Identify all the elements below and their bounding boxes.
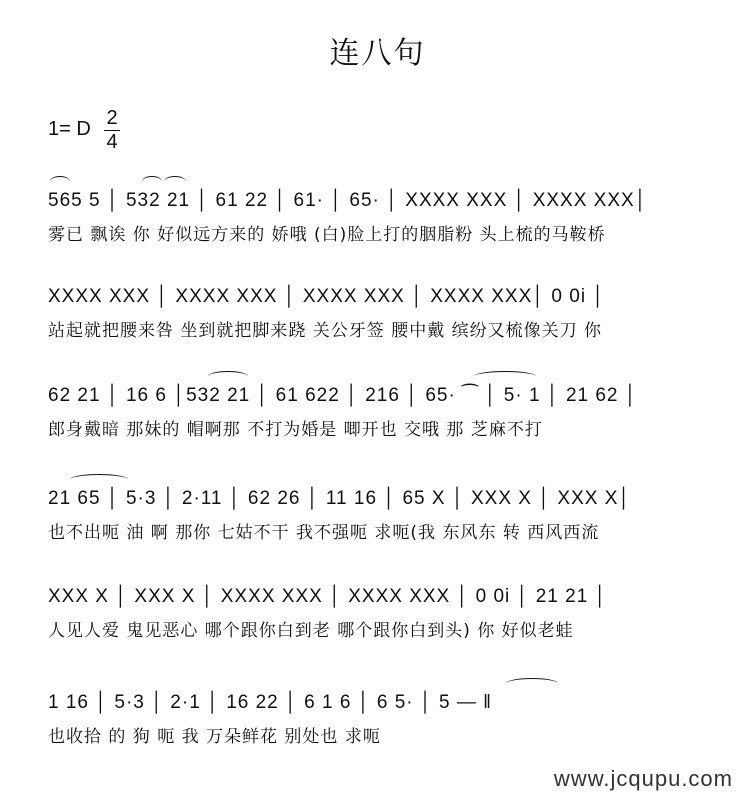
lyrics-line-1: 雾已 飘诶 你 好似远方来的 娇哦 (白)脸上打的胭脂粉 头上梳的马鞍桥: [48, 225, 606, 245]
lyrics-line-4: 也不出呃 油 啊 那你 七姑不干 我不强呃 求呃(我 东风东 转 西风西流: [48, 523, 600, 543]
notes-line-3: 62 21 │ 16 6 │532 21 │ 61 622 │ 216 │ 65· ⁀ │ 5· 1 │ 21 62 │: [48, 385, 638, 406]
time-signature-top: 2: [106, 107, 118, 129]
page-title: 连八句: [329, 36, 426, 71]
lyrics-line-5: 人见人爱 鬼见恶心 哪个跟你白到老 哪个跟你白到头) 你 好似老蛙: [48, 621, 574, 641]
time-signature-bottom: 4: [106, 131, 118, 153]
key-signature: 1= D: [48, 118, 91, 140]
notes-line-1: 565 5 │ 532 21 │ 61 22 │ 61· │ 65· │ XXXX XXX │ XXXX XXX│: [48, 190, 648, 211]
notes-line-6: 1 16 │ 5·3 │ 2·1 │ 16 22 │ 6 1 6 │ 6 5· │ 5 — ‖: [48, 692, 493, 713]
lyrics-line-2: 站起就把腰来咎 坐到就把脚来跷 关公牙签 腰中戴 缤纷又梳像关刀 你: [48, 321, 603, 341]
lyrics-line-6: 也收拾 的 狗 呃 我 万朵鲜花 别处也 求呃: [48, 727, 381, 747]
notes-line-4: 21 65 │ 5·3 │ 2·11 │ 62 26 │ 11 16 │ 65 X │ XXX X │ XXX X│: [48, 488, 632, 509]
notes-line-5: XXX X │ XXX X │ XXXX XXX │ XXXX XXX │ 0 0i │ 21 21 │: [48, 586, 608, 607]
time-signature: [104, 108, 120, 153]
notes-line-2: XXXX XXX │ XXXX XXX │ XXXX XXX │ XXXX XXX│ 0 0i │: [48, 286, 606, 307]
watermark: www.jcqupu.com: [553, 766, 733, 791]
lyrics-line-3: 郎身戴暗 那妹的 帽啊那 不打为婚是 唧开也 交哦 那 芝麻不打: [48, 420, 543, 440]
